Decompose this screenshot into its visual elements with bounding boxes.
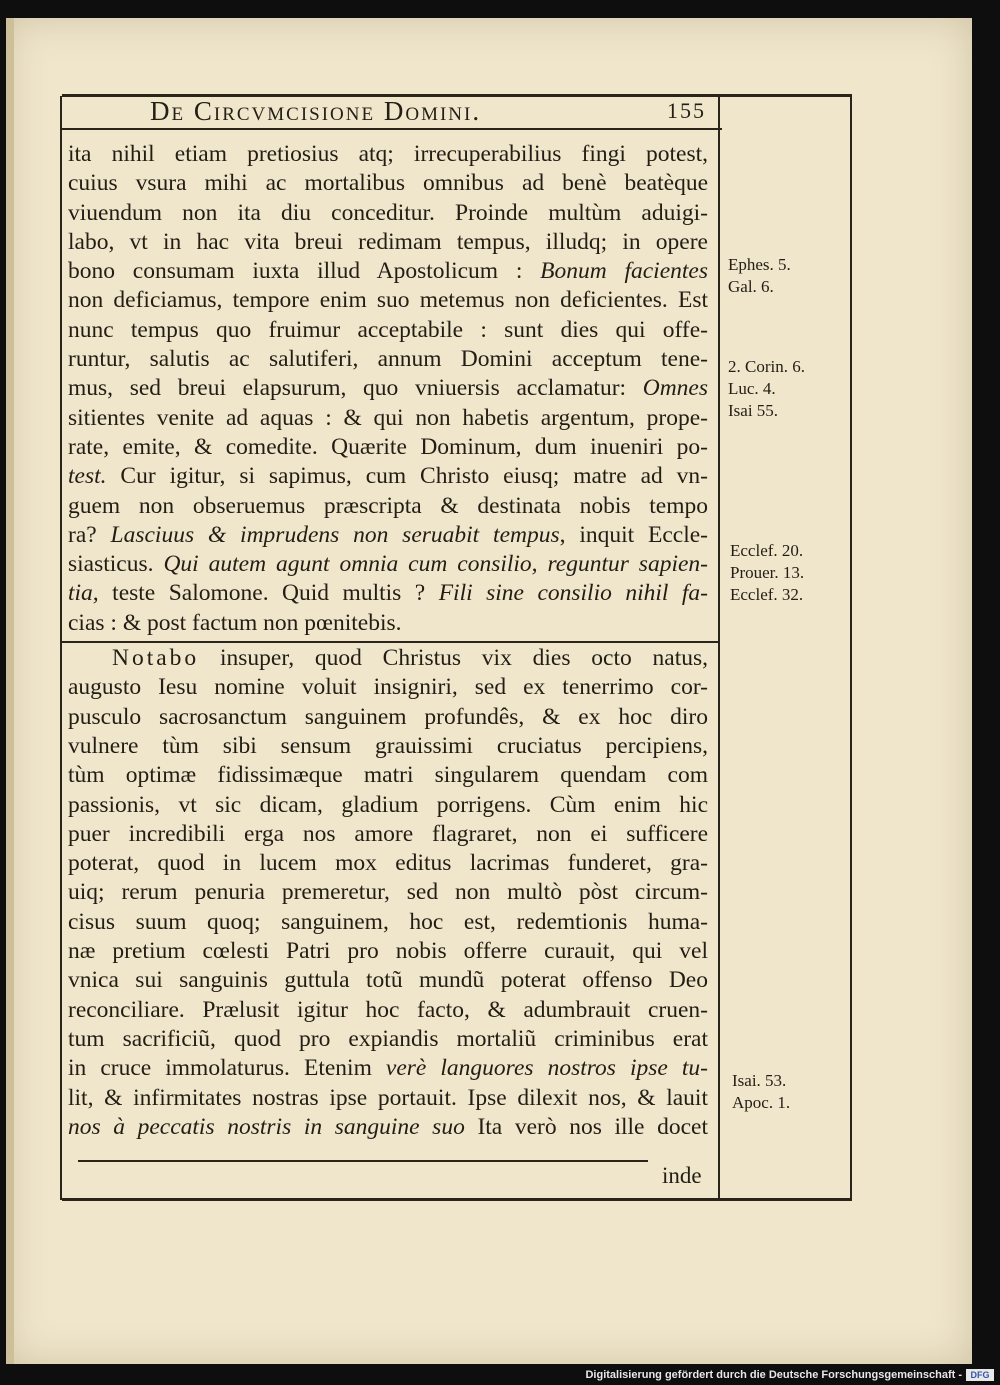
margin-ref: Ecclef. 20. — [730, 541, 804, 560]
text-run: mus, sed breui elapsurum, quo vniuersis acclamatur: — [68, 375, 643, 402]
margin-ref: Luc. 4. — [728, 379, 776, 398]
italic-run: verè languores nostros ipse tu- — [385, 1055, 708, 1082]
text-run: Ita verò nos ille docet — [464, 1113, 708, 1140]
text-run: teste Salomone. Quid multis ? — [112, 580, 439, 607]
text-line: sitientes venite ad aquas : & qui non habetis argentum, prope- — [68, 404, 708, 431]
text-run: in cruce immolaturus. Etenim — [68, 1055, 386, 1082]
text-line: lit, & infirmitates nostras ipse portauit. Ipse dilexit nos, & lauit — [68, 1084, 708, 1111]
catch-rule — [78, 1160, 648, 1162]
text-line: næ pretium cœlesti Patri pro nobis offerre curauit, qui vel — [68, 938, 708, 965]
main-text — [68, 140, 708, 1142]
text-line — [68, 550, 708, 579]
text-line: uiq; rerum penuria premeretur, sed non multò pòst circum- — [68, 879, 708, 906]
margin-note — [732, 1070, 790, 1114]
text-run: , inquit Eccle- — [559, 521, 708, 548]
text-run: insuper, quod Christus vix dies octo natus, — [199, 645, 708, 672]
text-line: cias : & post factum non pœnitebis. — [68, 609, 402, 636]
paragraph-2 — [68, 644, 708, 1142]
paragraph-1 — [68, 140, 708, 638]
italic-run: Omnes — [642, 375, 708, 402]
text-line: viuendum non ita diu conceditur. Proinde multùm aduigi- — [68, 199, 708, 226]
margin-ref: Isai 55. — [728, 401, 779, 420]
text-line — [68, 1113, 708, 1142]
left-rule — [60, 96, 62, 1200]
margin-ref: Isai. 53. — [732, 1071, 787, 1090]
footer-bar — [0, 1367, 1000, 1381]
margin-note — [728, 356, 805, 422]
italic-run: Lasciuus & imprudens non seruabit tempus — [110, 521, 560, 548]
text-line: tùm optimæ fidissimæque matri singularem quendam com — [68, 762, 708, 789]
margin-ref: Gal. 6. — [728, 277, 774, 296]
bottom-rule — [62, 1198, 852, 1201]
text-line — [68, 579, 708, 608]
italic-run: test. — [68, 463, 121, 490]
text-line: runtur, salutis ac salutiferi, annum Domini acceptum tene- — [68, 346, 708, 373]
funding-credit: Digitalisierung gefördert durch die Deutsche Forschungsgemeinschaft - — [585, 1369, 962, 1381]
catchword: inde — [662, 1163, 702, 1188]
text-line — [68, 1054, 708, 1083]
text-line: tum sacrificiũ, quod pro expiandis mortaliũ criminibus erat — [68, 1025, 708, 1052]
text-line — [68, 462, 708, 491]
text-line: cuius vsura mihi ac mortalibus omnibus ad benè beatèque — [68, 170, 708, 197]
text-line: poterat, quod in lucem mox editus lacrimas funderet, gra- — [68, 850, 708, 877]
text-line: vnica sui sanguinis guttula totũ mundũ poterat offenso Deo — [68, 967, 708, 994]
margin-ref: Apoc. 1. — [732, 1093, 791, 1112]
smallcaps-run: Notabo — [112, 645, 200, 672]
text-line: passionis, vt sic dicam, gladium porrigens. Cùm enim hic — [68, 791, 708, 818]
text-line: reconciliare. Prælusit igitur hoc facto, & adumbrauit cruen- — [68, 996, 708, 1023]
text-line: labo, vt in hac vita breui redimam tempus, illudq; in opere — [68, 228, 708, 255]
italic-run: Fili sine consilio nihil fa- — [438, 580, 708, 607]
text-line: guem non obseruemus præscripta & destinata nobis tempo — [68, 492, 708, 519]
margin-ref: Ecclef. 32. — [730, 585, 804, 604]
text-line: non deficiamus, tempore enim suo metemus non deficientes. Est — [68, 287, 708, 314]
dfg-logo-icon: DFG — [966, 1369, 994, 1381]
text-line: cisus suum quoq; sanguinem, hoc est, redemtionis huma- — [68, 908, 708, 935]
text-line: rate, emite, & comedite. Quærite Dominum, dum inueniri po- — [68, 433, 708, 460]
text-run: Cur igitur, si sapimus, cum Christo eiusq; matre ad vn- — [120, 463, 708, 490]
italic-run: Bonum facientes — [540, 258, 708, 285]
margin-ref: 2. Corin. 6. — [728, 357, 805, 376]
text-run: siasticus. — [68, 551, 164, 578]
page-number: 155 — [667, 98, 706, 123]
running-title: De Circvmcisione Domini. — [150, 96, 482, 126]
text-line: pusculo sacrosanctum sanguinem profundês, & ex hoc diro — [68, 703, 708, 730]
outer-right-rule — [850, 96, 852, 1200]
text-line: augusto Iesu nomine voluit insigniri, sed ex tenerrimo cor- — [68, 674, 708, 701]
page-gutter — [6, 18, 14, 1364]
text-run: bono consumam iuxta illud Apostolicum : — [68, 258, 541, 285]
text-line — [68, 521, 708, 550]
text-line: ita nihil etiam pretiosius atq; irrecuperabilius fingi potest, — [68, 141, 708, 167]
text-line — [68, 374, 708, 403]
text-line: vulnere tùm sibi sensum grauissimi cruciatus percipiens, — [68, 732, 708, 759]
text-line — [68, 257, 708, 286]
text-line: nunc tempus quo fruimur acceptabile : sunt dies qui offe- — [68, 316, 708, 343]
text-line — [68, 644, 708, 673]
italic-run: tia, — [68, 580, 113, 607]
text-run: ra? — [68, 521, 111, 548]
margin-ref: Ephes. 5. — [728, 255, 791, 274]
text-right-rule — [718, 96, 720, 1200]
margin-note — [730, 540, 804, 606]
running-head — [150, 96, 710, 130]
italic-run: Qui autem agunt omnia cum consilio, reguntur sapien- — [163, 551, 708, 578]
italic-run: nos à peccatis nostris in sanguine suo — [68, 1113, 465, 1140]
margin-note — [728, 254, 791, 298]
margin-ref: Prouer. 13. — [730, 563, 805, 582]
text-line: puer incredibili erga nos amore flagraret, non ei sufficere — [68, 820, 708, 847]
